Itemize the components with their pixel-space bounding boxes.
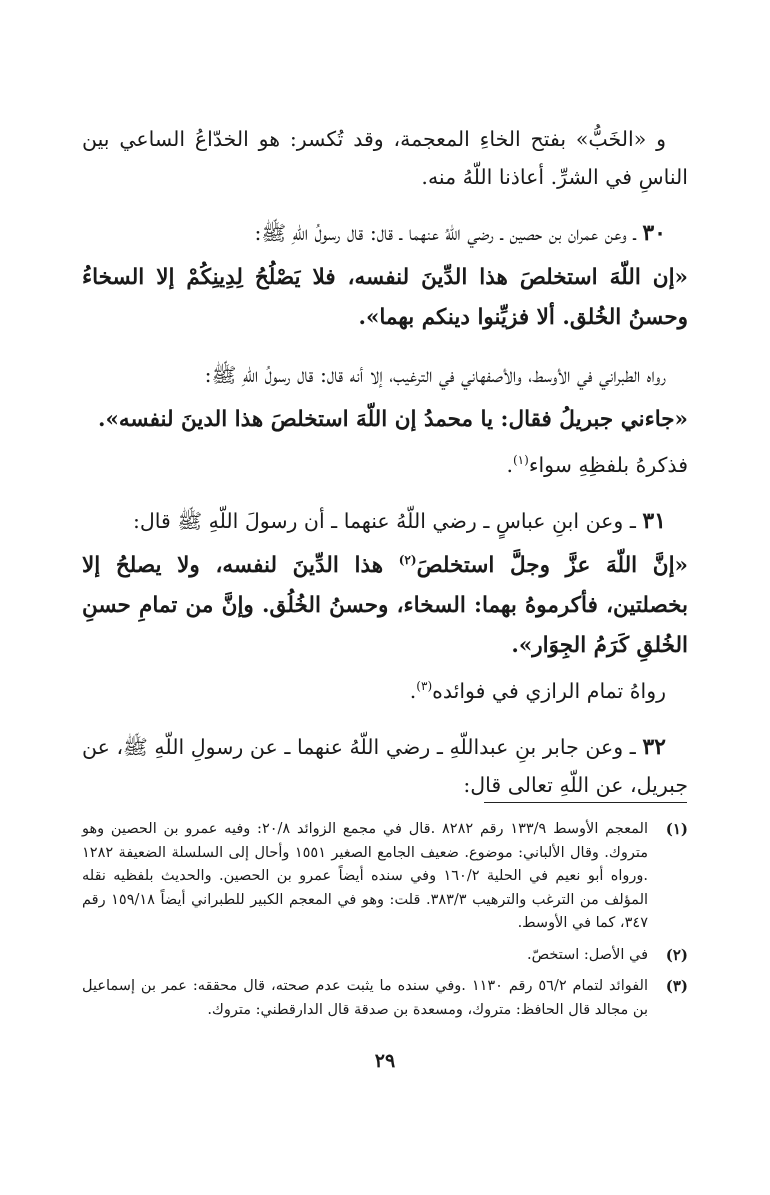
- footnote-2: [82, 944, 688, 968]
- paragraph-lafzihi-text: فذكرهُ بلفظِهِ سواء: [528, 453, 688, 477]
- footnote-ref-2[interactable]: (٢): [398, 552, 417, 567]
- footnote-divider: [484, 802, 687, 803]
- footnote-label: (٢): [665, 945, 688, 964]
- footnote-label: (٣): [665, 977, 688, 995]
- hadith-number: ٣٠: [642, 220, 666, 246]
- hadith-32-intro: [82, 728, 688, 804]
- footnote-text: المعجم الأوسط ١٣٣/٩ رقم ٨٢٨٢ .قال في مجمع الزوائد ٢٠/٨: وفيه عمرو بن الحصين وهو متروك. وقال الألباني: موضوع. ضعيف الجامع الصغير ١٥٥١ وأحال إلى السلسلة الضعيفة ١٢٨٢ .ورواه أبو نعيم في الحلية ١٦٠/٢ وفي سنده أيضاً عمرو بن الحصين. والحديث بلفظيه نقله المؤلف من الترغب والترهيب ٣٨٣/٣. قلت: وهو في المعجم الكبير للطبراني أيضاً ١٥٩/١٨ رقم ٣٤٧، كما في الأوسط.: [82, 821, 649, 931]
- footnote-1: [82, 818, 688, 936]
- footnote-text: الفوائد لتمام ٥٦/٢ رقم ١١٣٠ .وفي سنده ما يثبت عدم صحته، قال محققه: عمر بن إسماعيل بن مجالد قال الحافظ: متروك، ومسعدة بن صدقة قال الدارقطني: متروك.: [82, 978, 648, 1018]
- footnote-ref-1[interactable]: (١): [512, 453, 529, 468]
- footnote-text: في الأصل: استخصّ.: [527, 946, 648, 963]
- hadith-30-intro: [82, 214, 688, 252]
- paragraph-razi: رواهُ تمام الرازي في فوائده$^{(٣)}$.: [409, 679, 666, 703]
- footnotes: [82, 818, 688, 1030]
- paragraph-tabarani: رواه الطبراني في الأوسط، والأصفهاني في الترغيب، إلا أنه قال: قال رسولُ اللّهِ ﷺ:: [204, 363, 666, 387]
- page-number: ٢٩: [374, 1050, 396, 1072]
- hadith-number: ٣٢: [642, 734, 666, 760]
- paragraph-khabb: و «الخَبُّ» بفتح الخاءِ المعجمة، وقد تُكسر: هو الخدّاعُ الساعي بين الناسِ في الشرِّ. أعاذنا اللّهُ منه.: [82, 127, 688, 189]
- hadith-31-part1: «إنَّ اللّهَ عزَّ وجلَّ استخلصَ: [416, 553, 688, 578]
- footnote-ref-3[interactable]: (٣): [416, 679, 433, 694]
- hadith-intro-text: ـ وعن عمران بن حصين ـ رضي اللّهُ عنهما ـ قال: قال رسولُ اللّهِ ﷺ:: [254, 221, 643, 245]
- hadith-intro-text: ـ وعن جابر بنِ عبداللّهِ ـ رضي اللّهُ عنهما ـ عن رسولِ اللّهِ ﷺ، عن جبريل، عن اللّهِ تعالى قال:: [82, 735, 688, 797]
- paragraph-lafzihi: فذكرهُ بلفظِهِ سواء$^{(١)}$.: [506, 453, 688, 477]
- hadith-30-text: «إن اللّهَ استخلصَ هذا الدِّينَ لنفسه، فلا يَصْلُحُ لِدِينِكُمْ إلا السخاءُ وحسنُ الخُلق. ألا فزيِّنوا دينكم بهما».: [82, 265, 688, 330]
- footnote-label: (١): [665, 820, 688, 838]
- hadith-31-intro: [82, 502, 688, 540]
- hadith-30-alt-text: «جاءني جبريلُ فقال: يا محمدُ إن اللّهَ استخلصَ هذا الدينَ لنفسه».: [97, 407, 688, 432]
- hadith-number: ٣١: [642, 508, 666, 534]
- paragraph-razi-text: رواهُ تمام الرازي في فوائده: [432, 679, 666, 703]
- main-text: [82, 120, 688, 822]
- hadith-intro-text: ـ وعن ابنِ عباسٍ ـ رضي اللّهُ عنهما ـ أن رسولَ اللّهِ ﷺ قال:: [132, 509, 643, 533]
- hadith-31-part2: هذا الدِّينَ لنفسه، ولا يصلحُ إلا بخصلتين، فأكرموهُ بهما: السخاء، وحسنُ الخُلُق. وإنَّ من تمامِ حسنِ الخُلقِ كَرَمُ الجِوَار».: [82, 553, 688, 658]
- footnote-3: [82, 975, 688, 1022]
- hadith-31-text: [82, 546, 688, 666]
